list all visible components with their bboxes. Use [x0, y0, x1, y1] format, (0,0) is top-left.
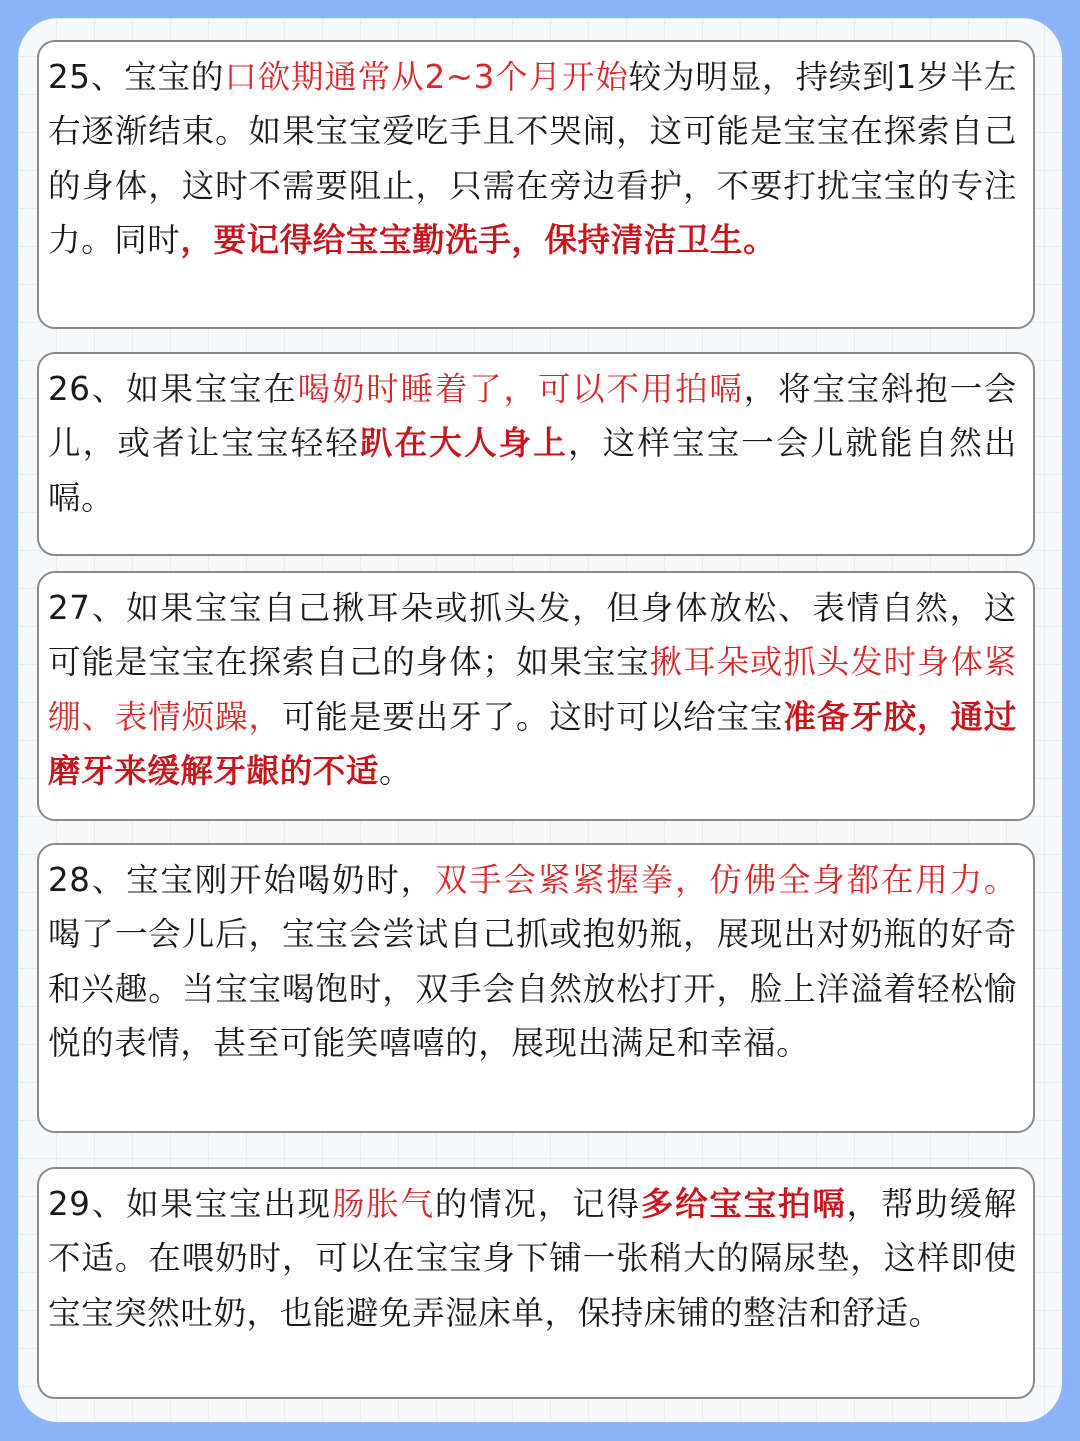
highlight-bold-text: 准备牙胶，通过磨牙来缓解牙龈的不适 — [48, 697, 1018, 790]
highlight-bold-text: 趴在大人身上 — [359, 424, 568, 463]
tip-card-27 — [37, 571, 1035, 821]
highlight-bold-text: 多给宝宝拍嗝 — [640, 1185, 847, 1223]
tip-text: 29、如果宝宝出现 — [48, 1185, 332, 1223]
highlight-bold-text: ，要记得给宝宝勤洗手，保持清洁卫生。 — [180, 220, 777, 259]
tip-text: ，这样宝宝一会儿就能自然出嗝。 — [48, 424, 1017, 517]
tip-text: 较为明显，持续到1岁半左右逐渐结束。如果宝宝爱吃手且不哭闹，这可能是宝宝在探索自己的身体，这时不需要阻止，只需在旁边看护，不要打扰宝宝的专注力。同时 — [48, 58, 1017, 259]
highlight-text: 双手会紧紧握拳，仿佛全身都在用力。 — [434, 861, 1018, 899]
highlight-text: 口欲期通常从2~3个月开始 — [224, 58, 629, 96]
highlight-text: 肠胀气 — [331, 1185, 435, 1223]
tip-card-26 — [37, 352, 1035, 556]
tip-text: 可能是要出牙了。这时可以给宝宝 — [281, 697, 784, 736]
tip-card-29 — [37, 1167, 1035, 1399]
tip-text: ，将宝宝斜抱一会儿，或者让宝宝轻轻 — [48, 370, 1017, 463]
tip-text: 25、宝宝的 — [48, 58, 225, 96]
tip-text: 26、如果宝宝在 — [48, 370, 298, 408]
tip-text: 28、宝宝刚开始喝奶时， — [48, 861, 435, 899]
tip-text: 喝了一会儿后，宝宝会尝试自己抓或抱奶瓶，展现出对奶瓶的好奇和兴趣。当宝宝喝饱时，双手会自然放松打开，脸上洋溢着轻松愉悦的表情，甚至可能笑嘻嘻的，展现出满足和幸福。 — [48, 915, 1017, 1062]
tip-card-25 — [37, 40, 1035, 329]
tip-text: 27、如果宝宝自己揪耳朵或抓头发，但身体放松、表情自然，这可能是宝宝在探索自己的身体；如果宝宝 — [48, 589, 1017, 682]
tip-text: ，帮助缓解不适。在喂奶时，可以在宝宝身下铺一张稍大的隔尿垫，这样即使宝宝突然吐奶，也能避免弄湿床单，保持床铺的整洁和舒适。 — [48, 1185, 1017, 1332]
highlight-text: 揪耳朵或抓头发时身体紧绷、表情烦躁， — [48, 643, 1017, 736]
tip-card-28 — [37, 843, 1035, 1133]
highlight-text: 喝奶时睡着了，可以不用拍嗝 — [297, 370, 744, 408]
tip-text: 的情况，记得 — [434, 1185, 641, 1223]
tip-text: 。 — [379, 751, 413, 790]
